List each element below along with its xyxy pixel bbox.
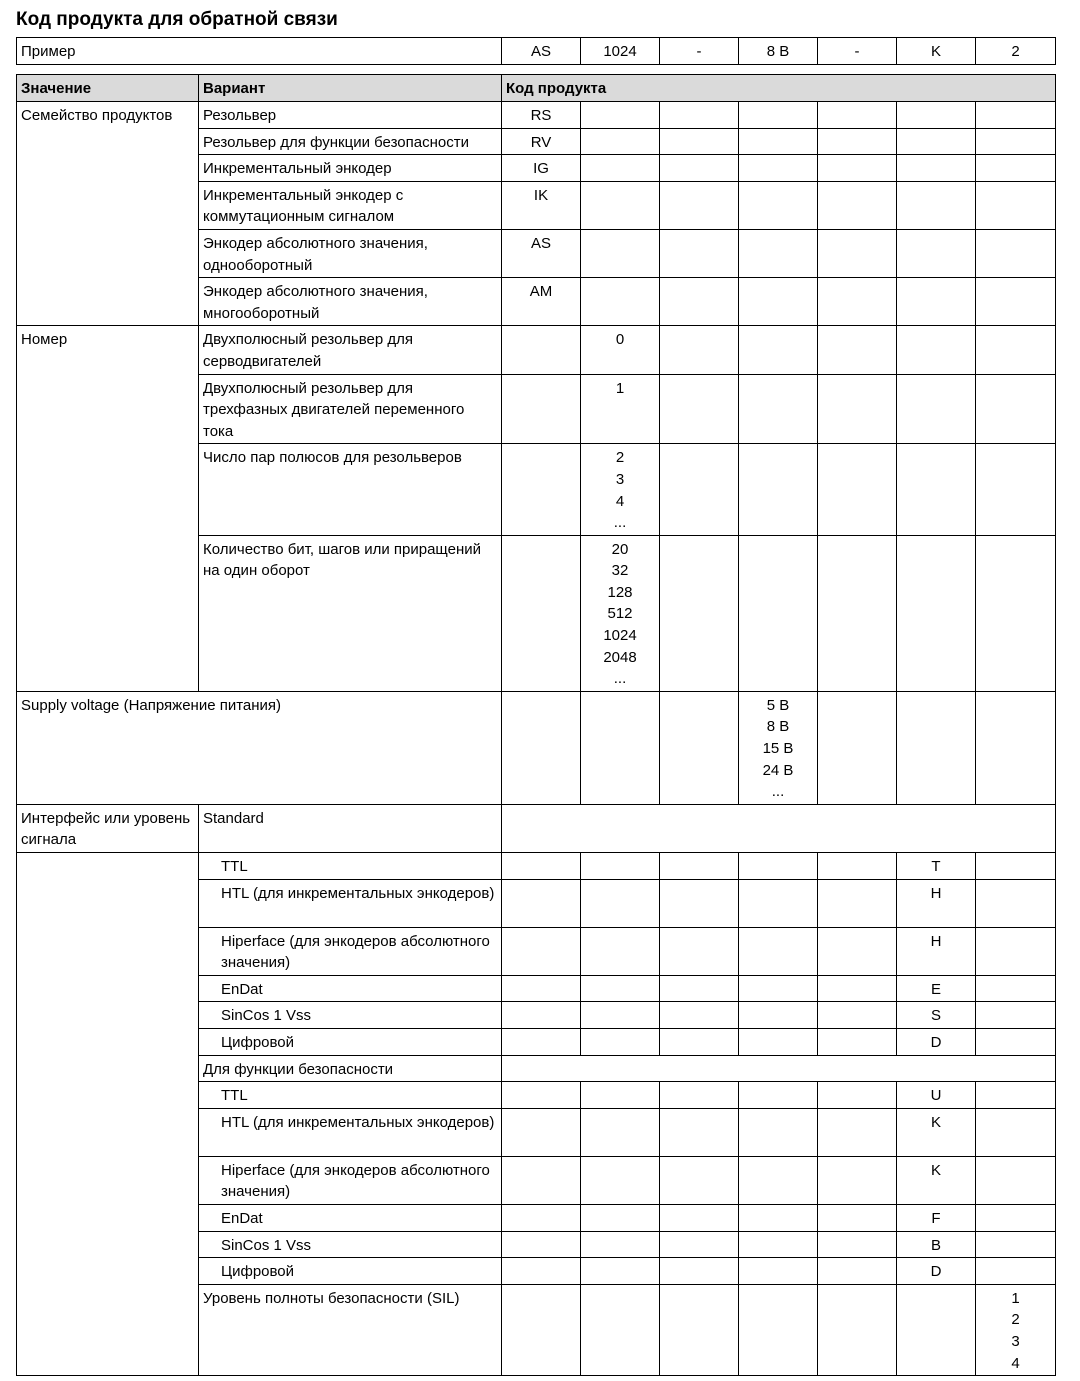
code-value: 3 — [615, 470, 625, 488]
code-cell: F — [897, 1204, 976, 1231]
code-value: ... — [771, 783, 785, 801]
example-table — [16, 37, 1056, 65]
code-value: 2 — [1011, 1311, 1020, 1329]
code-cell: AS — [502, 229, 581, 277]
code-value: 2 — [615, 449, 625, 467]
table-row — [17, 853, 1056, 880]
code-cell: K — [897, 1156, 976, 1204]
example-value: 2 — [976, 38, 1056, 65]
table-row — [17, 102, 1056, 129]
variant-cell: Hiperface (для энкодеров абсолютного значения) — [199, 927, 502, 975]
code-cell: D — [897, 1258, 976, 1285]
code-cell: B — [897, 1231, 976, 1258]
code-value: 3 — [1011, 1332, 1020, 1350]
variant-cell: Энкодер абсолютного значения, однооборотный — [199, 229, 502, 277]
code-cell: H — [897, 927, 976, 975]
code-value: 32 — [611, 562, 629, 580]
variant-cell: Цифровой — [199, 1258, 502, 1285]
variant-cell: TTL — [199, 853, 502, 880]
example-value: K — [897, 38, 976, 65]
variant-cell: Двухполюсный резольвер для трехфазных двигателей переменного тока — [199, 374, 502, 444]
example-label: Пример — [17, 38, 502, 65]
table-row — [17, 804, 1056, 852]
code-cell: E — [897, 975, 976, 1002]
example-value: - — [818, 38, 897, 65]
code-value: 1024 — [603, 627, 637, 645]
variant-cell: EnDat — [199, 975, 502, 1002]
variant-cell: HTL (для инкрементальных энкодеров) — [199, 1108, 502, 1156]
code-cell: T — [897, 853, 976, 880]
header-row — [17, 75, 1056, 102]
code-cell: IK — [502, 181, 581, 229]
variant-cell: SinCos 1 Vss — [199, 1002, 502, 1029]
code-cell: 0 — [581, 326, 660, 374]
variant-cell: Цифровой — [199, 1028, 502, 1055]
header-meaning: Значение — [17, 75, 199, 102]
code-list — [581, 444, 660, 535]
code-list — [739, 691, 818, 804]
code-cell: U — [897, 1082, 976, 1109]
variant-cell: SinCos 1 Vss — [199, 1231, 502, 1258]
code-list — [581, 535, 660, 691]
variant-cell: EnDat — [199, 1204, 502, 1231]
code-cell: H — [897, 879, 976, 927]
variant-cell: Инкрементальный энкодер — [199, 155, 502, 182]
code-cell: RS — [502, 102, 581, 129]
example-row — [17, 38, 1056, 65]
code-cell: AM — [502, 278, 581, 326]
variant-cell: Уровень полноты безопасности (SIL) — [199, 1284, 502, 1375]
example-value: AS — [502, 38, 581, 65]
example-value: 8 В — [739, 38, 818, 65]
code-value: 1 — [1011, 1289, 1020, 1307]
variant-cell: Резольвер для функции безопасности — [199, 128, 502, 155]
variant-cell: Энкодер абсолютного значения, многооборотный — [199, 278, 502, 326]
code-value: 128 — [607, 583, 633, 601]
interface-label: Интерфейс или уровень сигнала — [17, 804, 199, 852]
group-label-standard: Standard — [199, 804, 502, 852]
code-cell: S — [897, 1002, 976, 1029]
table-row — [17, 691, 1056, 804]
code-cell: K — [897, 1108, 976, 1156]
family-label: Семейство продуктов — [17, 102, 199, 326]
number-label: Номер — [17, 326, 199, 692]
example-value: - — [660, 38, 739, 65]
group-label-safety: Для функции безопасности — [199, 1055, 502, 1082]
supply-label: Supply voltage (Напряжение питания) — [17, 691, 502, 804]
code-value: 4 — [615, 492, 625, 510]
variant-cell: Число пар полюсов для резольверов — [199, 444, 502, 535]
code-cell: 1 — [581, 374, 660, 444]
code-value: ... — [613, 670, 627, 688]
code-value: 8 В — [766, 718, 790, 736]
product-code-table — [16, 74, 1056, 1376]
variant-cell: TTL — [199, 1082, 502, 1109]
page-title: Код продукта для обратной связи — [16, 9, 338, 30]
code-value: ... — [613, 514, 627, 532]
variant-cell: Инкрементальный энкодер с коммутационным сигналом — [199, 181, 502, 229]
variant-cell: Количество бит, шагов или приращений на один оборот — [199, 535, 502, 691]
table-row — [17, 326, 1056, 374]
code-value: 512 — [607, 605, 633, 623]
code-value: 4 — [1011, 1354, 1020, 1372]
code-value: 15 В — [762, 740, 794, 758]
variant-cell: Hiperface (для энкодеров абсолютного значения) — [199, 1156, 502, 1204]
code-value: 24 В — [762, 761, 794, 779]
variant-cell: Резольвер — [199, 102, 502, 129]
code-cell: IG — [502, 155, 581, 182]
header-code: Код продукта — [502, 75, 1056, 102]
header-variant: Вариант — [199, 75, 502, 102]
example-value: 1024 — [581, 38, 660, 65]
code-cell: RV — [502, 128, 581, 155]
variant-cell: Двухполюсный резольвер для серводвигателей — [199, 326, 502, 374]
variant-cell: HTL (для инкрементальных энкодеров) — [199, 879, 502, 927]
code-value: 20 — [611, 540, 629, 558]
code-list — [976, 1284, 1056, 1375]
code-value: 5 В — [766, 696, 790, 714]
code-cell: D — [897, 1028, 976, 1055]
code-value: 2048 — [603, 648, 637, 666]
